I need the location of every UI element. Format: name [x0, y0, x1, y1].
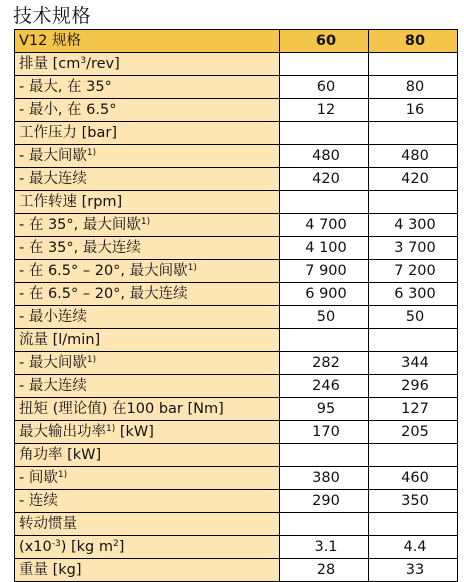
spec-table-body [15, 30, 458, 582]
section-row [15, 444, 458, 467]
row-label [15, 352, 280, 375]
label-text: 工作转速 [rpm] [19, 193, 123, 210]
value-cell-60: 246 [280, 375, 369, 398]
value-cell-80: 344 [369, 352, 458, 375]
superscript: 1) [140, 216, 151, 227]
table-row [15, 214, 458, 237]
row-label [15, 306, 280, 329]
value-cell-80: 6 300 [369, 283, 458, 306]
label-text: - 最大间歇 [19, 147, 87, 164]
value-cell-60: 28 [280, 559, 369, 582]
table-row [15, 421, 458, 444]
superscript: 1) [187, 262, 197, 273]
label-text: - 在 6.5° – 20°, 最大连续 [19, 285, 188, 302]
row-label [15, 283, 280, 306]
table-header-row [15, 30, 458, 53]
section-row [15, 191, 458, 214]
empty-cell [369, 191, 458, 214]
label-text: - 在 6.5° – 20°, 最大间歇 [19, 262, 188, 279]
table-row [15, 76, 458, 99]
table-row [15, 375, 458, 398]
superscript: 1) [86, 354, 97, 365]
section-label [15, 513, 280, 536]
superscript: 1) [57, 469, 68, 480]
label-text: 重量 [kg] [19, 561, 82, 578]
superscript: 3 [80, 55, 87, 66]
value-cell-80: 50 [369, 306, 458, 329]
row-label [15, 260, 280, 283]
table-row [15, 352, 458, 375]
value-cell-60: 4 100 [280, 237, 369, 260]
value-cell-60: 6 900 [280, 283, 369, 306]
row-label [15, 490, 280, 513]
label-text: - 最大连续 [19, 170, 87, 187]
value-cell-80: 3 700 [369, 237, 458, 260]
value-cell-60: 170 [280, 421, 369, 444]
row-label [15, 421, 280, 444]
label-text: 流量 [l/min] [19, 331, 101, 348]
superscript: 1) [86, 147, 97, 158]
label-text: 角功率 [kW] [19, 446, 102, 463]
row-label [15, 214, 280, 237]
value-cell-80: 460 [369, 467, 458, 490]
empty-cell [280, 191, 369, 214]
label-text: 转动惯量 [19, 515, 77, 532]
empty-cell [369, 53, 458, 76]
label-text: ) [kg m [60, 538, 113, 555]
empty-cell [369, 444, 458, 467]
label-text: - 连续 [19, 492, 58, 509]
row-label [15, 99, 280, 122]
label-text: - 最大, 在 35° [19, 78, 112, 95]
value-cell-60: 290 [280, 490, 369, 513]
section-label [15, 329, 280, 352]
row-label [15, 76, 280, 99]
value-cell-60: 480 [280, 145, 369, 168]
header-col-80: 80 [369, 30, 458, 53]
table-row [15, 168, 458, 191]
label-text: 扭矩 (理论值) 在100 bar [Nm] [19, 400, 224, 417]
table-row [15, 145, 458, 168]
value-cell-60: 3.1 [280, 536, 369, 559]
header-col-60: 60 [280, 30, 369, 53]
table-row [15, 237, 458, 260]
value-cell-60: 4 700 [280, 214, 369, 237]
label-text: ] [118, 538, 125, 555]
empty-cell [369, 513, 458, 536]
table-row [15, 99, 458, 122]
row-label [15, 168, 280, 191]
section-label [15, 122, 280, 145]
value-cell-60: 420 [280, 168, 369, 191]
value-cell-80: 420 [369, 168, 458, 191]
value-cell-80: 80 [369, 76, 458, 99]
label-text: 最大输出功率 [19, 423, 106, 440]
row-label [15, 237, 280, 260]
empty-cell [369, 122, 458, 145]
value-cell-60: 12 [280, 99, 369, 122]
superscript: 1) [106, 423, 116, 434]
value-cell-80: 4.4 [369, 536, 458, 559]
value-cell-60: 60 [280, 76, 369, 99]
value-cell-80: 4 300 [369, 214, 458, 237]
section-row [15, 513, 458, 536]
label-text: - 间歇 [19, 469, 58, 486]
section-label [15, 53, 280, 76]
value-cell-80: 350 [369, 490, 458, 513]
header-label: V12 规格 [15, 30, 280, 53]
value-cell-60: 95 [280, 398, 369, 421]
empty-cell [280, 122, 369, 145]
spec-table [14, 29, 458, 582]
row-label [15, 145, 280, 168]
row-label [15, 536, 280, 559]
label-text: - 最小连续 [19, 308, 87, 325]
table-row [15, 467, 458, 490]
label-text: - 在 35°, 最大连续 [19, 239, 141, 256]
label-text: 工作压力 [bar] [19, 124, 117, 141]
row-label [15, 559, 280, 582]
value-cell-60: 282 [280, 352, 369, 375]
empty-cell [369, 329, 458, 352]
row-label [15, 398, 280, 421]
value-cell-80: 33 [369, 559, 458, 582]
empty-cell [280, 53, 369, 76]
value-cell-80: 7 200 [369, 260, 458, 283]
label-text: - 最小, 在 6.5° [19, 101, 117, 118]
table-row [15, 559, 458, 582]
section-label [15, 191, 280, 214]
row-label [15, 375, 280, 398]
label-text: - 在 35°, 最大间歇 [19, 216, 141, 233]
superscript: 2 [112, 538, 119, 549]
label-text: [kW] [115, 423, 154, 440]
row-label [15, 467, 280, 490]
label-text: (x10 [19, 538, 52, 555]
section-row [15, 122, 458, 145]
value-cell-80: 16 [369, 99, 458, 122]
table-row [15, 398, 458, 421]
section-label [15, 444, 280, 467]
empty-cell [280, 329, 369, 352]
label-text: /rev] [86, 55, 120, 72]
value-cell-80: 127 [369, 398, 458, 421]
table-row [15, 536, 458, 559]
label-text: - 最大间歇 [19, 354, 87, 371]
superscript: -3 [51, 538, 61, 549]
table-row [15, 306, 458, 329]
value-cell-80: 296 [369, 375, 458, 398]
empty-cell [280, 444, 369, 467]
table-row [15, 490, 458, 513]
value-cell-60: 380 [280, 467, 369, 490]
value-cell-60: 7 900 [280, 260, 369, 283]
empty-cell [280, 513, 369, 536]
label-text: - 最大连续 [19, 377, 87, 394]
value-cell-80: 205 [369, 421, 458, 444]
label-text: 排量 [cm [19, 55, 81, 72]
value-cell-80: 480 [369, 145, 458, 168]
table-row [15, 283, 458, 306]
table-row [15, 260, 458, 283]
value-cell-60: 50 [280, 306, 369, 329]
section-row [15, 53, 458, 76]
section-row [15, 329, 458, 352]
page-title: 技术规格 [13, 5, 92, 27]
